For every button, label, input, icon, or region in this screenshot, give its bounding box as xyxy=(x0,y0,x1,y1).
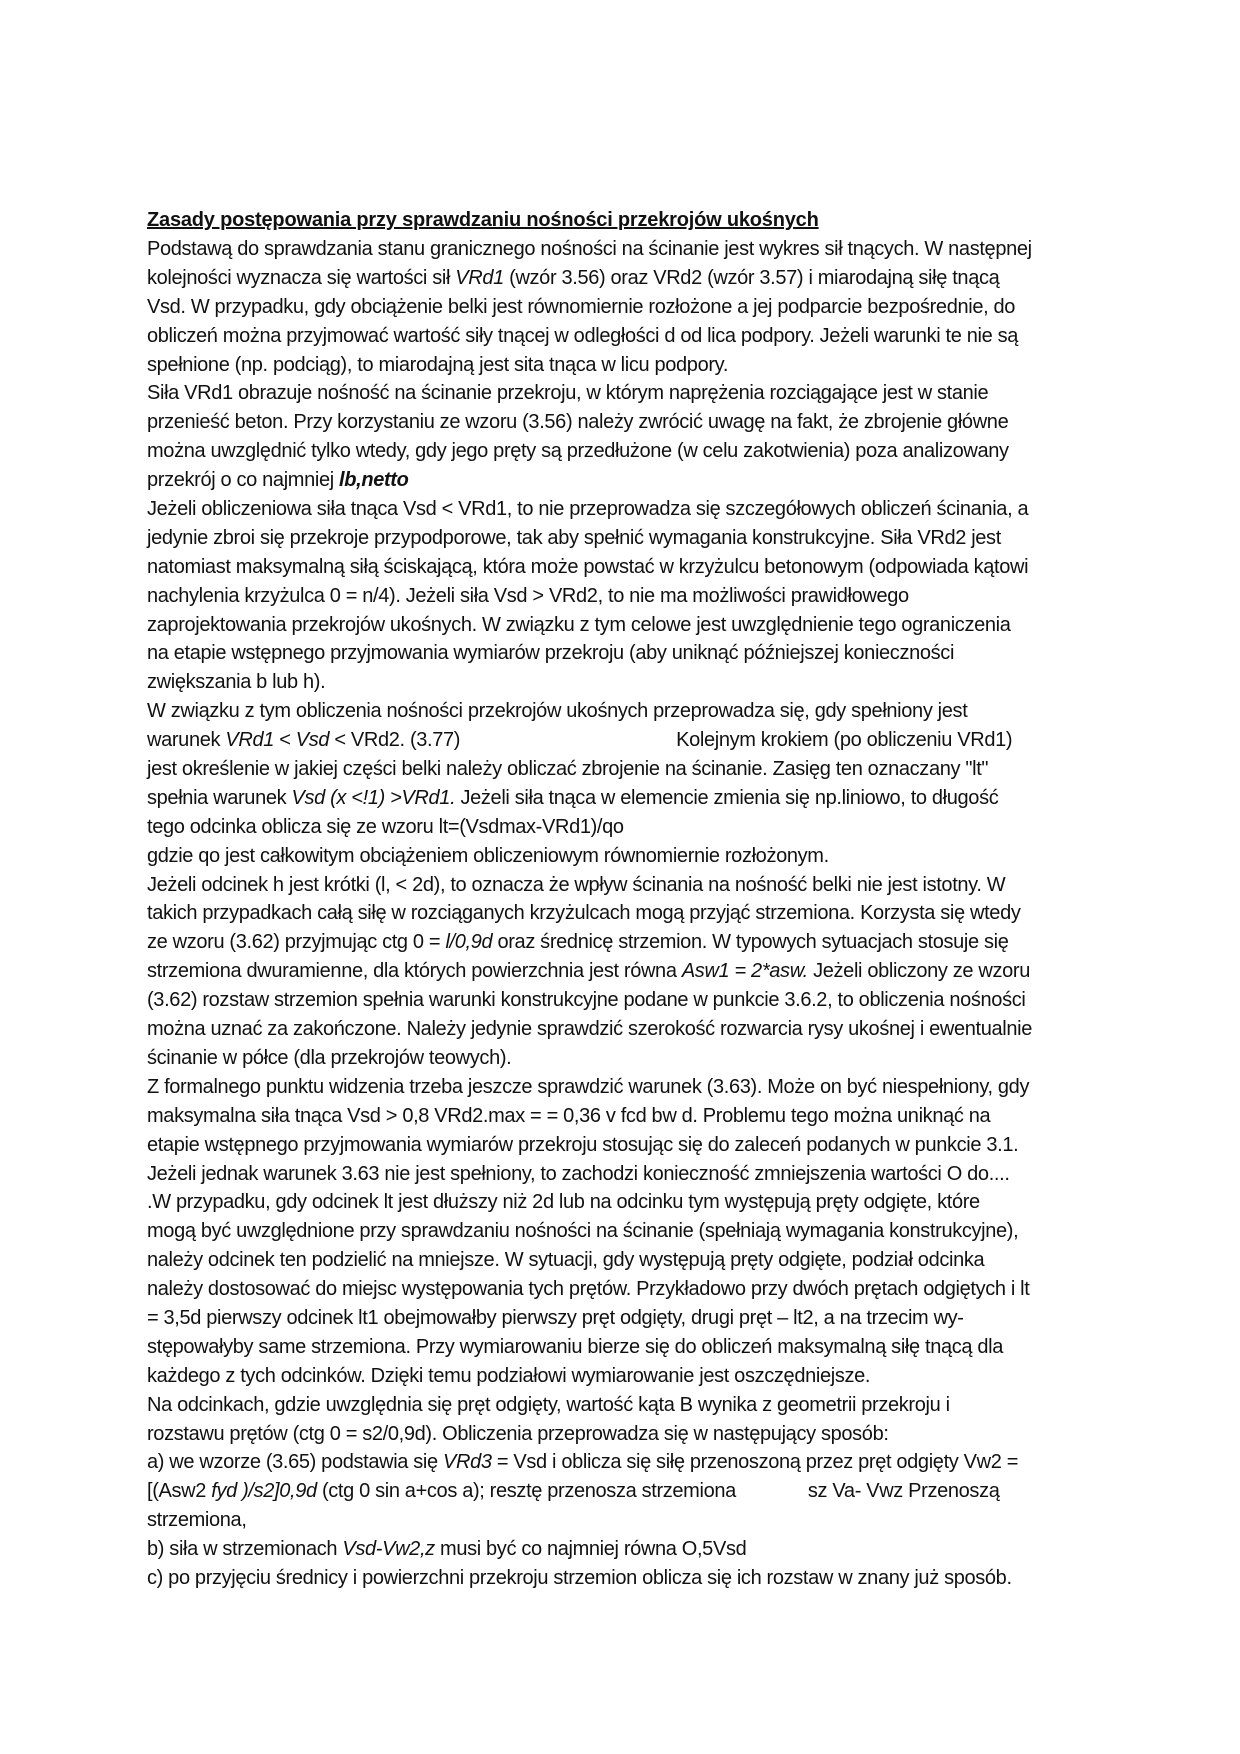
text-line: maksymalna siła tnąca Vsd > 0,8 VRd2.max = = 0,36 v fcd bw d. Problemu tego można uniknąć na xyxy=(147,1104,991,1127)
text-line: Z formalnego punktu widzenia trzeba jeszcze sprawdzić warunek (3.63). Może on być niespełniony, gdy xyxy=(147,1075,1030,1098)
italic-term: Asw1 = 2*asw. xyxy=(681,960,808,983)
text-line: warunek VRd1 < Vsd < VRd2. (3.77) Kolejnym krokiem (po obliczeniu VRd1) xyxy=(147,729,1013,752)
text-line: takich przypadkach całą siłę w rozciąganych krzyżulcach mogą przyjąć strzemiona. Korzysta się wtedy xyxy=(147,902,1021,925)
text-line: spełnione (np. podciąg), to miarodajną jest sita tnąca w licu podpory. xyxy=(147,353,729,376)
text-line: spełnia warunek Vsd (x <!1) >VRd1. Jeżeli siła tnąca w elemencie zmienia się np.liniowo, to długość xyxy=(147,786,999,809)
italic-term: VRd3 xyxy=(443,1451,492,1474)
text-line: ze wzoru (3.62) przyjmując ctg 0 = l/0,9d oraz średnicę strzemion. W typowych sytuacjach stosuje się xyxy=(147,931,1009,954)
text-line: zaprojektowania przekrojów ukośnych. W związku z tym celowe jest uwzględnienie tego ograniczenia xyxy=(147,613,1011,636)
italic-term: fyd )/s2]0,9d xyxy=(211,1480,317,1503)
italic-term: l/0,9d xyxy=(445,931,493,954)
text-line: obliczeń można przyjmować wartość siły tnącej w odległości d od lica podpory. Jeżeli warunki te nie są xyxy=(147,324,1019,347)
text-line: W związku z tym obliczenia nośności przekrojów ukośnych przeprowadza się, gdy spełniony jest xyxy=(147,700,968,723)
italic-term: Vsd (x <!1) >VRd1. xyxy=(291,786,456,809)
document-title: Zasady postępowania przy sprawdzaniu nośności przekrojów ukośnych xyxy=(147,209,819,231)
text-line: Siła VRd1 obrazuje nośność na ścinanie przekroju, w którym naprężenia rozciągające jest w stanie xyxy=(147,382,989,405)
text-line: Na odcinkach, gdzie uwzględnia się pręt odgięty, wartość kąta B wynika z geometrii przekroju i xyxy=(147,1393,950,1416)
text-line: zwiększania b lub h). xyxy=(147,671,326,694)
text-line: gdzie qo jest całkowitym obciążeniem obliczeniowym równomiernie rozłożonym. xyxy=(147,844,829,867)
text-line: b) siła w strzemionach Vsd-Vw2,z musi być co najmniej równa O,5Vsd xyxy=(147,1538,747,1561)
text-line: .W przypadku, gdy odcinek lt jest dłuższy niż 2d lub na odcinku tym występują pręty odgięte, które xyxy=(147,1191,980,1214)
text-line: strzemiona, xyxy=(147,1509,247,1532)
italic-term: Vsd xyxy=(295,729,330,752)
text-line: = 3,5d pierwszy odcinek lt1 obejmowałby pierwszy pręt odgięty, drugi pręt – lt2, a na trzecim wy- xyxy=(147,1306,964,1329)
text-line: każdego z tych odcinków. Dzięki temu podziałowi wymiarowanie jest oszczędniejsze. xyxy=(147,1364,871,1387)
text-line: jedynie zbroi się przekroje przypodporowe, tak aby spełnić wymagania konstrukcyjne. Siła VRd2 jest xyxy=(147,526,1001,549)
text-line: należy dostosować do miejsc występowania tych prętów. Przykładowo przy dwóch prętach odgiętych i lt xyxy=(147,1278,1030,1301)
text-line: etapie wstępnego przyjmowania wymiarów przekroju stosując się do zaleceń podanych w punkcie 3.1. xyxy=(147,1133,1019,1156)
text-line: Jeżeli obliczeniowa siła tnąca Vsd < VRd1, to nie przeprowadza się szczegółowych obliczeń ścinania, a xyxy=(147,498,1029,521)
text-line: Jeżeli jednak warunek 3.63 nie jest spełniony, to zachodzi konieczność zmniejszenia wartości O do.... xyxy=(147,1162,1010,1185)
text-line: można uznać za zakończone. Należy jedynie sprawdzić szerokość rozwarcia rysy ukośnej i ewentualnie xyxy=(147,1018,1033,1041)
text-line: a) we wzorze (3.65) podstawia się VRd3 = Vsd i oblicza się siłę przenoszoną przez pręt odgięty Vw2 = xyxy=(147,1451,1019,1474)
bold-italic-term: lb,netto xyxy=(339,469,409,492)
text-line: Vsd. W przypadku, gdy obciążenie belki jest równomiernie rozłożone a jej podparcie bezpośrednie, do xyxy=(147,295,1016,318)
text-line: jest określenie w jakiej części belki należy obliczać zbrojenie na ścinanie. Zasięg ten oznaczany "lt" xyxy=(147,758,989,781)
text-line: tego odcinka oblicza się ze wzoru lt=(Vsdmax-VRd1)/qo xyxy=(147,815,624,838)
text-line: Podstawą do sprawdzania stanu granicznego nośności na ścinanie jest wykres sił tnących. W następnej xyxy=(147,238,1032,260)
text-line: nachylenia krzyżulca 0 = n/4). Jeżeli siła Vsd > VRd2, to nie ma możliwości prawidłowego xyxy=(147,584,909,607)
text-line: [(Asw2 fyd )/s2]0,9d (ctg 0 sin a+cos a); resztę przenosza strzemiona sz Va- Vwz Przenoszą xyxy=(147,1480,1000,1503)
text-line: rozstawu prętów (ctg 0 = s2/0,9d). Obliczenia przeprowadza się w następujący sposób: xyxy=(147,1422,889,1445)
text-line: ścinanie w półce (dla przekrojów teowych). xyxy=(147,1046,512,1069)
text-line: należy odcinek ten podzielić na mniejsze. W sytuacji, gdy występują pręty odgięte, podział odcinka xyxy=(147,1249,985,1272)
italic-term: VRd1 xyxy=(455,266,504,289)
text-line: kolejności wyznacza się wartości sił VRd1 (wzór 3.56) oraz VRd2 (wzór 3.57) i miarodajną siłę tnącą xyxy=(147,266,1000,289)
text-line: na etapie wstępnego przyjmowania wymiarów przekroju (aby uniknąć późniejszej konieczności xyxy=(147,642,955,665)
text-line: przekrój o co najmniej lb,netto xyxy=(147,469,409,492)
text-line: natomiast maksymalną siłą ściskającą, która może powstać w krzyżulcu betonowym (odpowiada kątowi xyxy=(147,555,1029,578)
paragraph-lines xyxy=(147,235,1093,1593)
text-line: stępowałyby same strzemiona. Przy wymiarowaniu bierze się do obliczeń maksymalną siłę tnącą dla xyxy=(147,1335,1004,1358)
text-line: mogą być uwzględnione przy sprawdzaniu nośności na ścinanie (spełniają wymagania konstrukcyjne), xyxy=(147,1220,1019,1243)
italic-term: Vsd-Vw2,z xyxy=(342,1538,435,1561)
text-line: strzemiona dwuramienne, dla których powierzchnia jest równa Asw1 = 2*asw. Jeżeli obliczony ze wzoru xyxy=(147,960,1031,983)
text-line: (3.62) rozstaw strzemion spełnia warunki konstrukcyjne podane w punkcie 3.6.2, to obliczenia nośności xyxy=(147,989,1026,1012)
italic-term: VRd1 xyxy=(225,729,274,752)
text-line: Jeżeli odcinek h jest krótki (l, < 2d), to oznacza że wpływ ścinania na nośność belki nie jest istotny. W xyxy=(147,873,1006,896)
document-body xyxy=(147,206,1093,1593)
text-line: przenieść beton. Przy korzystaniu ze wzoru (3.56) należy zwrócić uwagę na fakt, że zbrojenie główne xyxy=(147,411,1009,434)
text-line: c) po przyjęciu średnicy i powierzchni przekroju strzemion oblicza się ich rozstaw w znany już sposób. xyxy=(147,1566,1012,1589)
text-line: można uwzględnić tylko wtedy, gdy jego pręty są przedłużone (w celu zakotwienia) poza analizowany xyxy=(147,440,1009,463)
